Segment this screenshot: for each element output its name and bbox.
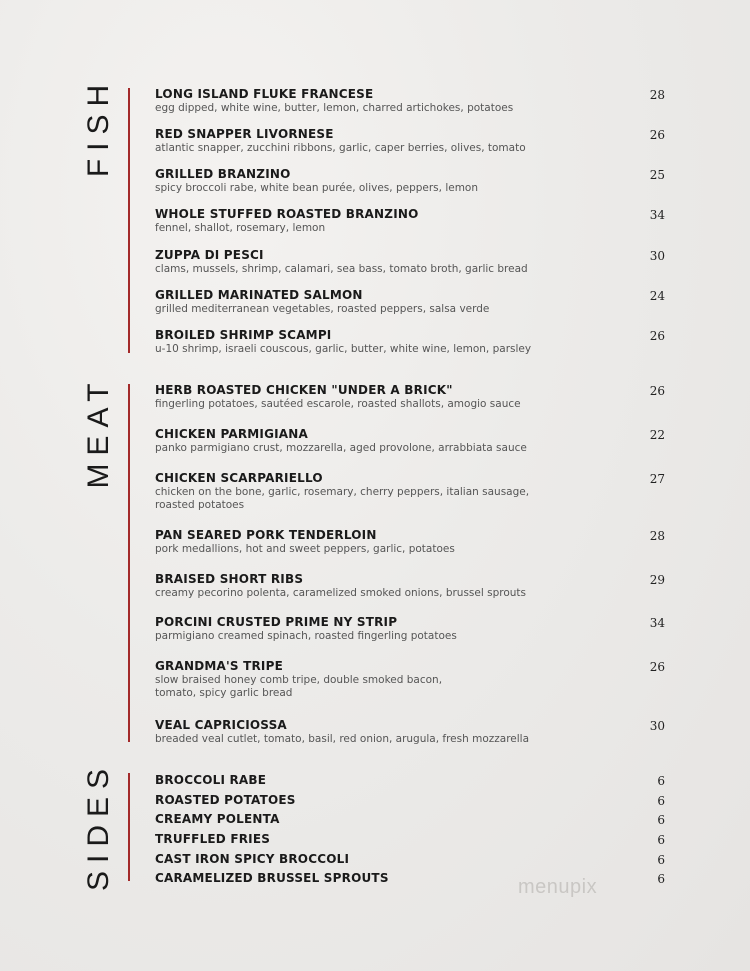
section-label-sides: SIDES: [82, 760, 115, 892]
menu-item: [155, 87, 665, 115]
menu-item: [155, 207, 665, 235]
item-name: RED SNAPPER LIVORNESE: [155, 127, 334, 141]
item-name: ZUPPA DI PESCI: [155, 248, 264, 262]
item-price: 34: [649, 616, 665, 630]
menu-item: [155, 127, 665, 155]
item-description: creamy pecorino polenta, caramelized smoked onions, brussel sprouts: [155, 587, 527, 599]
item-name: CREAMY POLENTA: [155, 812, 280, 826]
item-price: 24: [649, 289, 665, 303]
section-label-meat: MEAT: [82, 375, 115, 489]
item-name: HERB ROASTED CHICKEN "UNDER A BRICK": [155, 383, 453, 397]
item-name: CAST IRON SPICY BROCCOLI: [155, 852, 350, 866]
item-price: 6: [657, 813, 665, 827]
item-description: clams, mussels, shrimp, calamari, sea bass, tomato broth, garlic bread: [155, 263, 528, 275]
item-description: panko parmigiano crust, mozzarella, aged provolone, arrabbiata sauce: [155, 442, 527, 454]
menu-item: [155, 812, 665, 826]
item-name: CHICKEN SCARPARIELLO: [155, 471, 323, 485]
item-price: 6: [657, 833, 665, 847]
item-price: 26: [649, 384, 665, 398]
item-price: 26: [649, 128, 665, 142]
menu-item: [155, 248, 665, 276]
item-price: 27: [649, 472, 665, 486]
menu-item: [155, 427, 665, 455]
item-description: fingerling potatoes, sautéed escarole, roasted shallots, amogio sauce: [155, 398, 521, 410]
item-price: 28: [649, 529, 665, 543]
menu-item: [155, 832, 665, 846]
item-price: 22: [649, 428, 665, 442]
menu-item: [155, 328, 665, 356]
item-name: GRILLED BRANZINO: [155, 167, 291, 181]
item-description: chicken on the bone, garlic, rosemary, cherry peppers, italian sausage, roasted potatoes: [155, 486, 530, 511]
item-name: PORCINI CRUSTED PRIME NY STRIP: [155, 615, 398, 629]
menu-item: [155, 528, 665, 556]
item-price: 26: [649, 660, 665, 674]
item-name: TRUFFLED FRIES: [155, 832, 271, 846]
menu-item: [155, 718, 665, 746]
item-name: GRILLED MARINATED SALMON: [155, 288, 363, 302]
item-name: WHOLE STUFFED ROASTED BRANZINO: [155, 207, 419, 221]
item-name: BROILED SHRIMP SCAMPI: [155, 328, 332, 342]
menu-item: [155, 383, 665, 411]
item-name: BRAISED SHORT RIBS: [155, 572, 304, 586]
item-description: parmigiano creamed spinach, roasted fingerling potatoes: [155, 630, 457, 642]
item-price: 26: [649, 329, 665, 343]
item-name: BROCCOLI RABE: [155, 773, 267, 787]
menu-item: [155, 167, 665, 195]
item-description: spicy broccoli rabe, white bean purée, olives, peppers, lemon: [155, 182, 479, 194]
item-price: 6: [657, 853, 665, 867]
item-price: 6: [657, 774, 665, 788]
item-price: 25: [649, 168, 665, 182]
item-description: egg dipped, white wine, butter, lemon, charred artichokes, potatoes: [155, 102, 514, 114]
item-description: slow braised honey comb tripe, double smoked bacon, tomato, spicy garlic bread: [155, 674, 443, 699]
item-description: atlantic snapper, zucchini ribbons, garlic, caper berries, olives, tomato: [155, 142, 526, 154]
menu-item: [155, 572, 665, 600]
watermark-logo: menupix: [518, 876, 598, 898]
item-name: CHICKEN PARMIGIANA: [155, 427, 308, 441]
item-price: 6: [657, 872, 665, 886]
item-name: LONG ISLAND FLUKE FRANCESE: [155, 87, 374, 101]
item-price: 30: [649, 249, 665, 263]
item-price: 30: [649, 719, 665, 733]
item-description: u-10 shrimp, israeli couscous, garlic, butter, white wine, lemon, parsley: [155, 343, 532, 355]
item-description: fennel, shallot, rosemary, lemon: [155, 222, 326, 234]
item-name: GRANDMA'S TRIPE: [155, 659, 283, 673]
menu-item: [155, 288, 665, 316]
item-price: 29: [649, 573, 665, 587]
item-description: breaded veal cutlet, tomato, basil, red onion, arugula, fresh mozzarella: [155, 733, 530, 745]
item-price: 28: [649, 88, 665, 102]
section-divider: [128, 88, 130, 353]
item-price: 34: [649, 208, 665, 222]
item-name: PAN SEARED PORK TENDERLOIN: [155, 528, 377, 542]
item-description: pork medallions, hot and sweet peppers, garlic, potatoes: [155, 543, 455, 555]
menu-item: [155, 852, 665, 866]
menu-item: [155, 659, 665, 700]
menu-item: [155, 471, 665, 512]
item-description: grilled mediterranean vegetables, roasted peppers, salsa verde: [155, 303, 490, 315]
menu-item: [155, 773, 665, 787]
section-divider: [128, 773, 130, 881]
section-divider: [128, 384, 130, 742]
section-label-fish: FISH: [82, 76, 115, 178]
item-name: CARAMELIZED BRUSSEL SPROUTS: [155, 871, 389, 885]
menu-item: [155, 615, 665, 643]
item-price: 6: [657, 794, 665, 808]
item-name: VEAL CAPRICIOSSA: [155, 718, 287, 732]
item-name: ROASTED POTATOES: [155, 793, 296, 807]
menu-item: [155, 793, 665, 807]
